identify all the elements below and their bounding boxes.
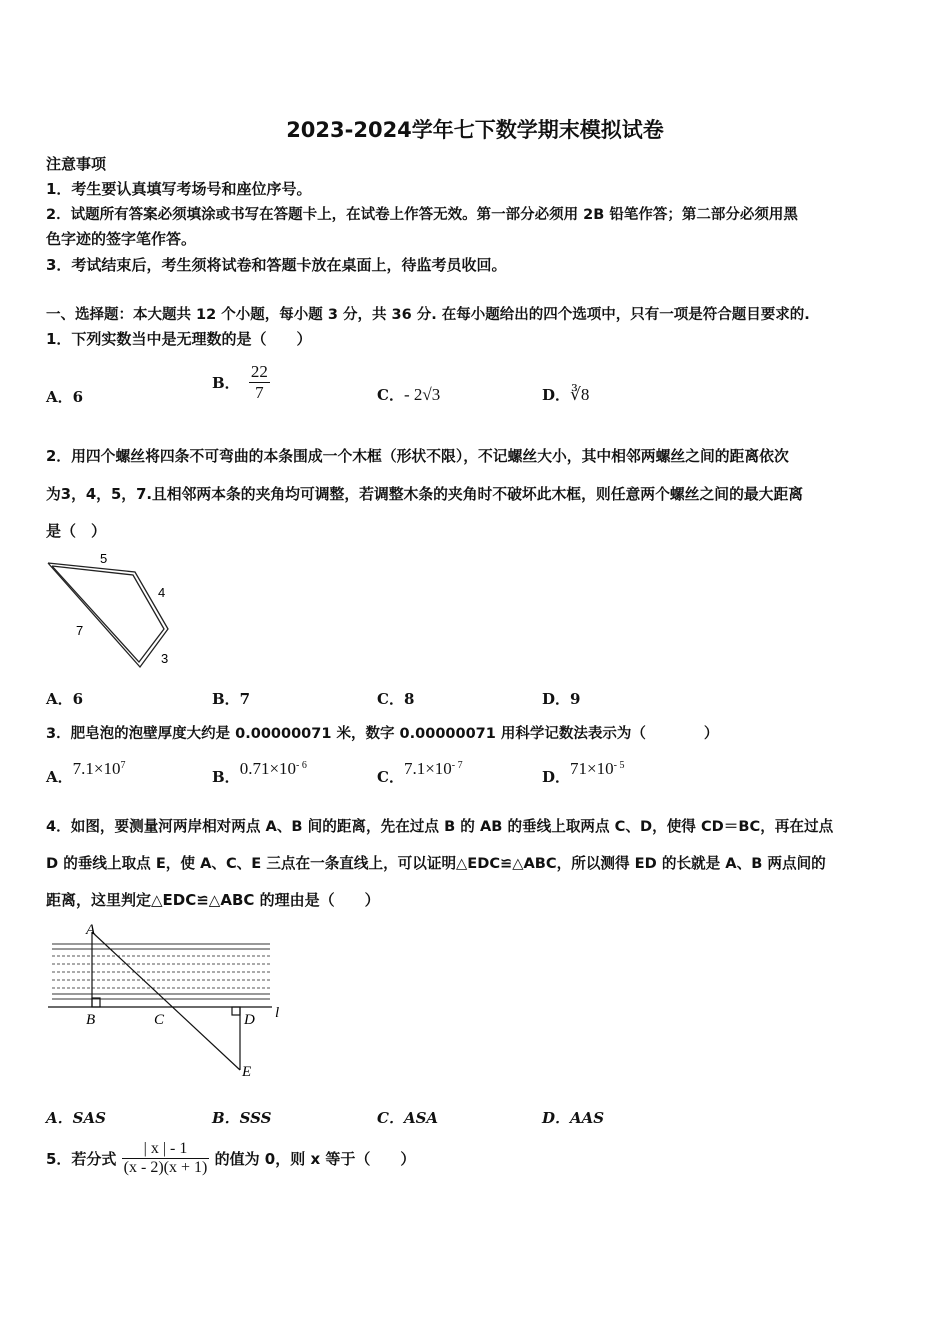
notice-item-1: 1．考生要认真填写考场号和座位序号。 bbox=[46, 180, 312, 198]
q4-option-c: C．ASA bbox=[377, 1109, 439, 1127]
q1-b-denominator: 7 bbox=[255, 383, 264, 402]
q2-line-1: 2．用四个螺丝将四条不可弯曲的本条围成一个木框（形状不限），不记螺丝大小，其中相邻两螺丝之间的距离依次 bbox=[46, 448, 789, 465]
q3-c-base: 7.1×10 bbox=[403, 759, 452, 778]
q1-a-value: 6 bbox=[72, 388, 84, 406]
q3-a-base: 7.1×10 bbox=[72, 759, 121, 778]
q4-river-figure bbox=[40, 918, 290, 1083]
q5-denominator: (x - 2)(x + 1) bbox=[123, 1159, 208, 1176]
q3-b-base: 0.71×10 bbox=[239, 759, 297, 778]
q5-stem bbox=[46, 1140, 415, 1177]
q3-d-exp: - 5 bbox=[613, 760, 625, 771]
q2-option-b: B．7 bbox=[212, 690, 251, 708]
section-heading: 一、选择题：本大题共 12 个小题，每小题 3 分，共 36 分. 在每小题给出的四个选项中，只有一项是符合题目要求的. bbox=[46, 307, 810, 323]
q4-label-d: D bbox=[244, 1012, 255, 1028]
q1-d-value: ∛8 bbox=[570, 385, 590, 404]
q1-option-c bbox=[377, 384, 440, 405]
q2-option-c: C．8 bbox=[377, 690, 415, 708]
q2-fig-label-5: 5 bbox=[100, 551, 108, 566]
q1-a-label: A． bbox=[46, 388, 73, 406]
q5-suffix: 的值为 0，则 x 等于（ ） bbox=[214, 1150, 416, 1168]
q1-b-numerator: 22 bbox=[250, 362, 268, 381]
q5-fraction bbox=[122, 1140, 210, 1177]
q4-label-l: l bbox=[275, 1005, 280, 1021]
q1-b-fraction bbox=[249, 362, 270, 403]
q4-option-d: D．AAS bbox=[542, 1109, 605, 1127]
q4-label-e: E bbox=[242, 1064, 252, 1080]
q1-d-label: D． bbox=[542, 386, 571, 404]
q4-label-a: A bbox=[86, 922, 96, 938]
q2-fig-label-7: 7 bbox=[76, 623, 84, 638]
q3-d-label: D． bbox=[542, 768, 571, 786]
notice-item-2: 2．试题所有答案必须填涂或书写在答题卡上，在试卷上作答无效。第一部分必须用 2B 铅笔作答；第二部分必须用黑 bbox=[46, 207, 798, 223]
q4-option-b: B．SSS bbox=[212, 1109, 272, 1127]
q1-option-d bbox=[542, 384, 589, 405]
q2-fig-label-4: 4 bbox=[158, 585, 166, 600]
q4-label-c: C bbox=[154, 1012, 165, 1028]
q3-a-exp: 7 bbox=[120, 760, 126, 771]
q3-d-base: 71×10 bbox=[570, 759, 614, 778]
q4-line-3: 距离，这里判定△EDC≌△ABC 的理由是（ ） bbox=[46, 891, 380, 909]
q3-b-label: B． bbox=[212, 768, 240, 786]
q3-b-exp: - 6 bbox=[296, 760, 307, 771]
notice-heading: 注意事项 bbox=[46, 155, 107, 173]
q3-stem: 3．肥皂泡的泡壁厚度大约是 0.00000071 米，数字 0.00000071 用科学记数法表示为（ ） bbox=[46, 726, 719, 742]
q5-numerator: | x | - 1 bbox=[122, 1140, 210, 1159]
q3-c-label: C． bbox=[377, 768, 404, 786]
notice-item-2-cont: 色字迹的签字笔作答。 bbox=[46, 230, 197, 248]
q3-c-exp: - 7 bbox=[451, 760, 463, 771]
q4-line-1: 4．如图，要测量河两岸相对两点 A、B 间的距离，先在过点 B 的 AB 的垂线上取两点 C、D，使得 CD＝BC，再在过点 bbox=[46, 818, 834, 835]
q3-a-label: A． bbox=[46, 768, 73, 786]
q4-label-b: B bbox=[86, 1012, 96, 1028]
q3-option-b bbox=[212, 758, 307, 786]
q3-option-c bbox=[377, 758, 463, 786]
q2-line-3: 是（ ） bbox=[46, 522, 107, 540]
q4-line-2: D 的垂线上取点 E，使 A、C、E 三点在一条直线上，可以证明△EDC≌△ABC，所以测得 ED 的长就是 A、B 两点间的 bbox=[46, 855, 826, 872]
q2-line-2: 为3，4，5，7.且相邻两本条的夹角均可调整，若调整木条的夹角时不破坏此木框，则任意两个螺丝之间的最大距离 bbox=[46, 486, 804, 503]
q2-option-d: D．9 bbox=[542, 690, 581, 708]
q1-stem: 1．下列实数当中是无理数的是（ ） bbox=[46, 330, 312, 348]
q4-option-a: A．SAS bbox=[46, 1109, 106, 1127]
q2-fig-label-3: 3 bbox=[161, 651, 169, 666]
q5-prefix: 5．若分式 bbox=[46, 1150, 117, 1168]
q1-c-value: - 2√3 bbox=[403, 385, 441, 404]
q3-option-d bbox=[542, 758, 625, 786]
page-title: 2023-2024学年七下数学期末模拟试卷 bbox=[286, 118, 664, 142]
q2-option-a: A．6 bbox=[46, 690, 84, 708]
q1-option-b bbox=[212, 362, 270, 403]
q1-option-a bbox=[46, 386, 83, 407]
notice-item-3: 3．考试结束后，考生须将试卷和答题卡放在桌面上，待监考员收回。 bbox=[46, 256, 507, 274]
q1-c-label: C． bbox=[377, 386, 404, 404]
q3-option-a bbox=[46, 758, 126, 786]
q1-b-label: B． bbox=[212, 374, 240, 392]
q2-quadrilateral-figure bbox=[40, 545, 190, 675]
